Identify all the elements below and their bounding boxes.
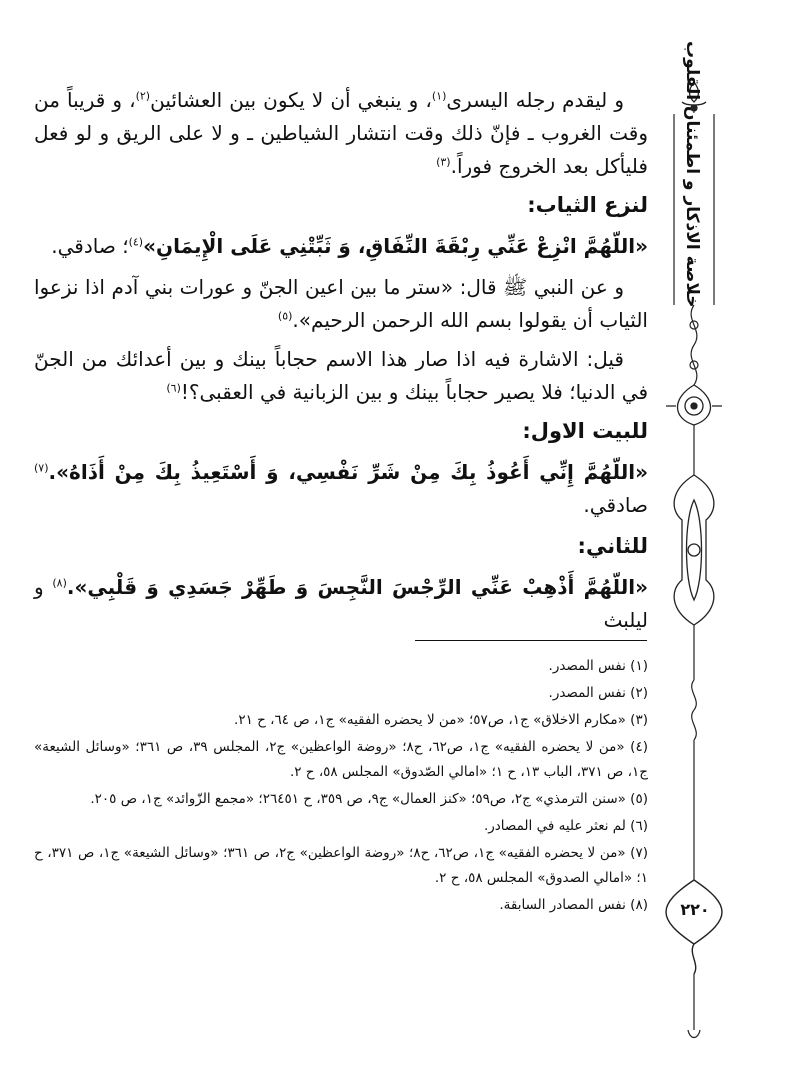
footnote-ref[interactable]: (٧) <box>34 461 49 475</box>
footnote-item: (١) نفس المصدر. <box>548 658 648 674</box>
footnote-ref[interactable]: (٥) <box>277 309 293 323</box>
footnote-item: (٦) لم نعثر عليه في المصادر. <box>483 818 648 834</box>
heading-undressing: لنزع الثياب: <box>527 193 648 217</box>
knot-ornament-icon <box>690 305 698 385</box>
paragraph-2: و عن النبي ﷺ قال: «ستر ما بين اعين الجنّ و عورات بني آدم اذا نزعوا الثياب أن يقولوا بسم الله الرحمن الرحيم».$^{(٥)}$ <box>34 275 648 332</box>
footnote-item: (٣) «مكارم الاخلاق» ج١، ص٥٧؛ «من لا يحضره الفقيه» ج١، ص ٦٤، ح ٢١. <box>234 712 648 728</box>
footnotes <box>34 654 648 920</box>
small-knot-icon <box>692 680 697 740</box>
footnote-ref[interactable]: (٨) <box>52 576 67 590</box>
ornate-panel-icon <box>674 475 714 625</box>
page-number: ٢٢٠ <box>680 900 710 919</box>
footnote-ref[interactable]: (٣) <box>436 155 451 169</box>
footnote-ref[interactable]: (١) <box>431 89 447 103</box>
footnote-item: (٧) «من لا يحضره الفقيه» ج١، ص٦٢، ح٨؛ «روضة الواعظين» ج٢، ص ٣٦١؛ «وسائل الشيعة» ج١، ص ٣٧١، ح ١؛ «امالي الصدوق» المجلس ٥٨، ح ٢. <box>34 845 648 886</box>
running-title: خلاصة الاذكار و اطمئنان القلوب <box>682 41 702 308</box>
footnote-item: (٨) نفس المصادر السابقة. <box>499 897 648 913</box>
footnote-item: (٢) نفس المصدر. <box>548 685 648 701</box>
supplication-3: «اللّهُمَّ أَذْهِبْ عَنِّي الرِّجْسَ النَّجِسَ وَ طَهِّرْ جَسَدِي وَ قَلْبِي».$^{(٨)}$ و ليلبث <box>34 575 648 632</box>
footnote-separator <box>415 640 647 641</box>
footnote-ref[interactable]: (٤) <box>128 235 144 249</box>
supplication-1: «اللّهُمَّ انْزِعْ عَنِّي رِبْقَةَ النِّفَاقِ، وَ ثَبِّتْنِي عَلَى الْإِيمَانِ»$^{(٤)}$؛ صادقي. <box>51 234 648 258</box>
footnote-item: (٤) «من لا يحضره الفقيه» ج١، ص٦٢، ح٨؛ «روضة الواعظين» ج٢، المجلس ٣٩، ص ٣٦١؛ «وسائل الشيعة» ج١، ص ٣٧١، الباب ١٣، ح ١؛ «امالي الصّدوق» المجلس ٥٨، ح ٢. <box>34 739 648 780</box>
paragraph-3: قيل: الاشارة فيه اذا صار هذا الاسم حجاباً بينك و بين أعدائك من الجنّ في الدنيا؛ فلا يصير حجاباً بينك و بين الزبانية في العقبى؟!$^{(٦)}$ <box>34 347 648 404</box>
heading-first-toilet: للبيت الاول: <box>522 419 648 443</box>
supplication-2: «اللّهُمَّ إِنِّي أَعُوذُ بِكَ مِنْ شَرِّ نَفْسِي، وَ أَسْتَعِيذُ بِكَ مِنْ أَذَاهُ».$^{(٧)}$ صادقي. <box>34 460 648 517</box>
footnote-ref[interactable]: (٢) <box>135 89 151 103</box>
paragraph-1: و ليقدم رجله اليسرى$^{(١)}$، و ينبغي أن لا يكون بين العشائين$^{(٢)}$، و قريباً من وقت الغروب ـ فإنّ ذلك وقت انتشار الشياطين ـ و لا على الريق و لو فعل فليأكل بعد الخروج فوراً.$^{(٣)}$ <box>34 88 648 178</box>
main-text <box>34 84 648 645</box>
heading-second: للثاني: <box>577 534 648 558</box>
footnote-ref[interactable]: (٦) <box>166 381 181 395</box>
floral-medallion-icon <box>666 385 722 425</box>
footnote-item: (٥) «سنن الترمذي» ج٢، ص٥٩؛ «كنز العمال» ج٩، ص ٣٥٩، ح ٢٦٤٥١؛ «مجمع الزّوائد» ج١، ص ٢٠٥. <box>90 791 648 807</box>
